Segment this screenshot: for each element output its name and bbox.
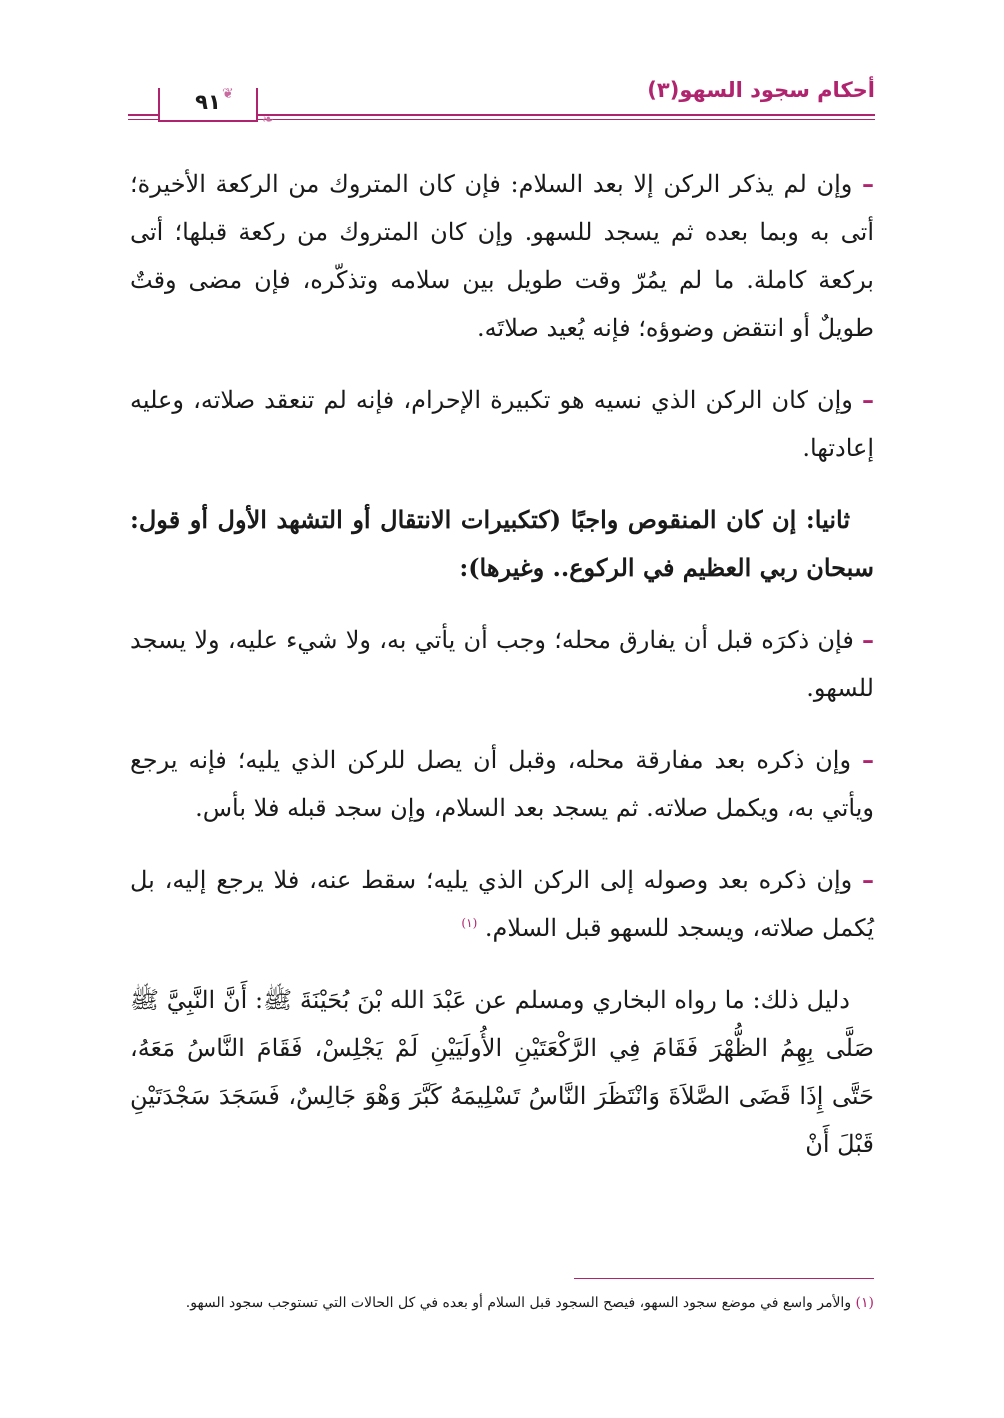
header-rule [258, 114, 875, 116]
footnote-reference[interactable]: (١) [461, 916, 478, 930]
section-heading: ثانيا: إن كان المنقوص واجبًا (كتكبيرات الانتقال أو التشهد الأول أو قول: سبحان ربي العظيم في الركوع.. وغيرها): [130, 505, 874, 582]
page-number: ٩١ [195, 90, 221, 114]
footnote-separator [574, 1278, 874, 1279]
paragraph-hadith: دليل ذلك: ما رواه البخاري ومسلم عن عَبْدَ الله بْنَ بُحَيْنَةَ ﷺ: أَنَّ النَّبِيَّ ﷺ صَلَّى بِهِمُ الظُّهْرَ فَقَامَ فِي الرَّكْعَتَيْنِ الأُولَيَيْنِ لَمْ يَجْلِسْ، فَقَامَ النَّاسُ مَعَهُ، حَتَّى إِذَا قَضَى الصَّلاَةَ وَانْتَظَرَ النَّاسُ تَسْلِيمَهُ كَبَّرَ وَهْوَ جَالِسٌ، فَسَجَدَ سَجْدَتَيْنِ قَبْلَ أَنْ [130, 986, 874, 1158]
paragraph [130, 856, 874, 952]
paragraph-text: وإن كان الركن الذي نسيه هو تكبيرة الإحرام، فإنه لم تنعقد صلاته، وعليه إعادتها. [130, 386, 874, 462]
paragraph [130, 616, 874, 712]
chapter-title: أحكام سجود السهو(٣) [647, 78, 875, 102]
floral-ornament-icon: ❧ [262, 112, 274, 128]
paragraph [130, 160, 874, 352]
footnote-number: (١) [855, 1295, 874, 1311]
main-text [130, 160, 874, 1192]
header-rule-left [128, 114, 160, 116]
page-header [128, 76, 875, 126]
bullet-dash: – [862, 385, 874, 414]
paragraph-text: وإن ذكره بعد مفارقة محله، وقبل أن يصل للركن الذي يليه؛ فإنه يرجع ويأتي به، ويكمل صلاته. ثم يسجد بعد السلام، وإن سجد قبله فلا بأس. [130, 746, 874, 822]
footnote [130, 1292, 874, 1314]
bullet-dash: – [861, 865, 874, 894]
bullet-dash: – [862, 625, 875, 654]
floral-ornament-icon: ❦ [222, 86, 234, 102]
paragraph-text: وإن لم يذكر الركن إلا بعد السلام: فإن كان المتروك من الركعة الأخيرة؛ أتى به وبما بعده ثم يسجد للسهو. وإن كان المتروك من ركعة قبلها؛ أتى بركعة كاملة. ما لم يمُرّ وقت طويل بين سلامه وتذكّره، فإن مضى وقتٌ طويلٌ أو انتقض وضوؤه؛ فإنه يُعيد صلاتَه. [130, 170, 874, 342]
paragraph-text: فإن ذكرَه قبل أن يفارق محله؛ وجب أن يأتي به، ولا شيء عليه، ولا يسجد للسهو. [130, 626, 874, 702]
page-number-box [158, 86, 274, 128]
paragraph [130, 376, 874, 472]
header-rule-left-thin [128, 119, 160, 120]
header-rule-thin [258, 119, 875, 120]
bullet-dash: – [862, 169, 874, 198]
bullet-dash: – [861, 745, 874, 774]
paragraph-text: وإن ذكره بعد وصوله إلى الركن الذي يليه؛ سقط عنه، فلا يرجع إليه، بل يُكمل صلاته، ويسجد للسهو قبل السلام. [130, 866, 874, 942]
footnote-text: والأمر واسع في موضع سجود السهو، فيصح السجود قبل السلام أو بعده في كل الحالات التي تستوجب سجود السهو. [185, 1295, 852, 1311]
paragraph [130, 736, 874, 832]
